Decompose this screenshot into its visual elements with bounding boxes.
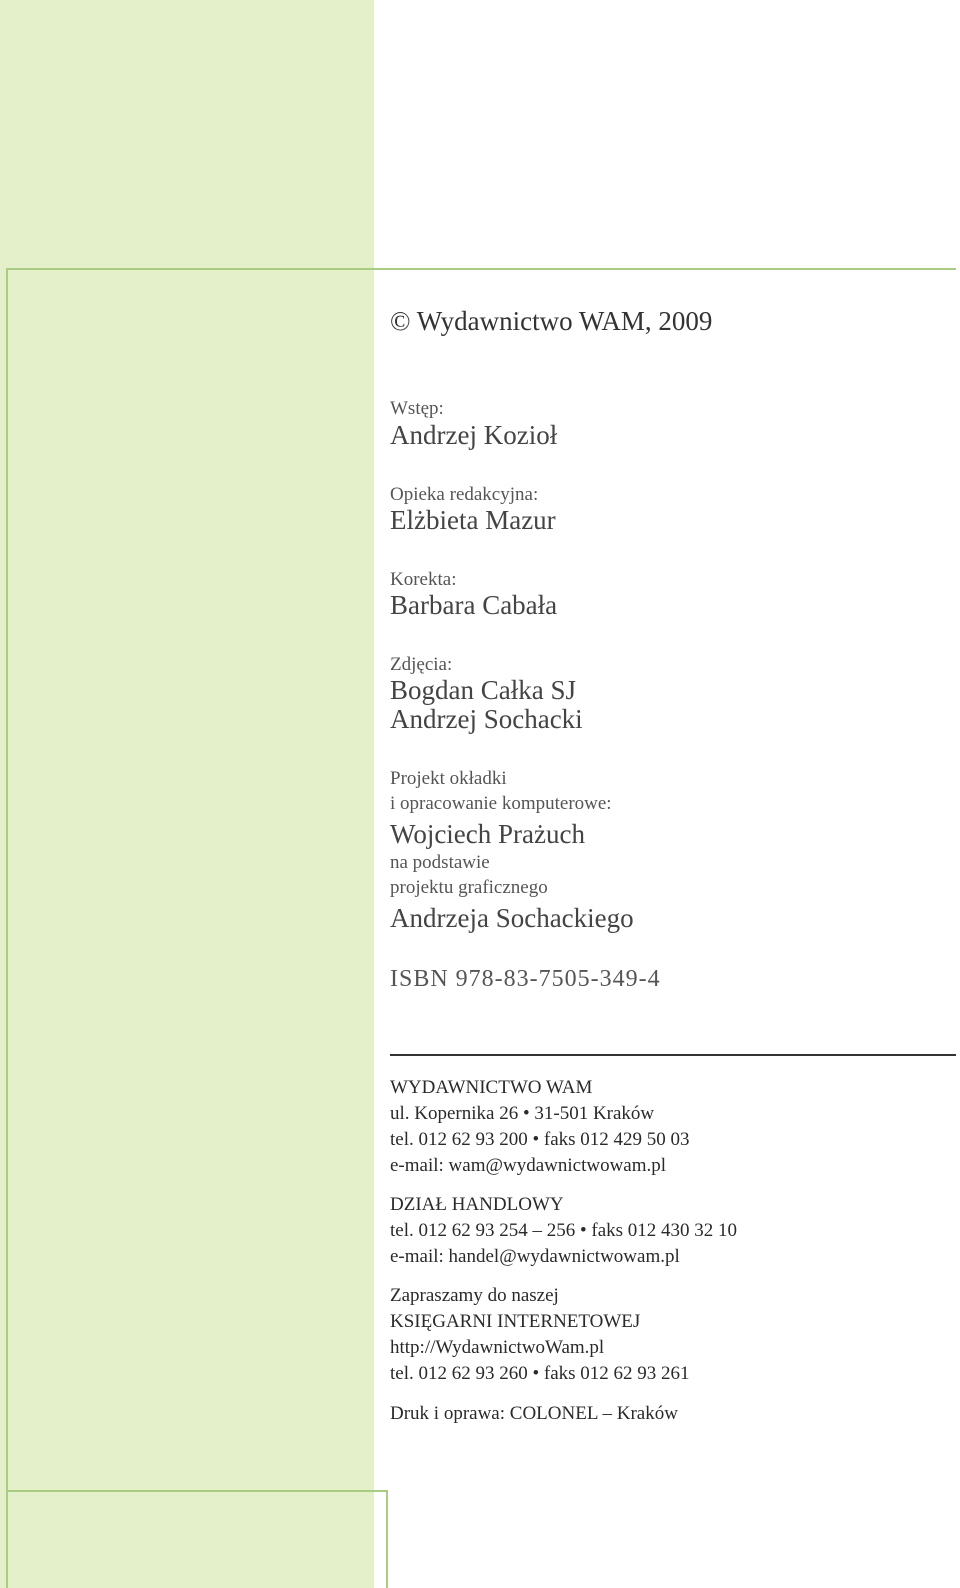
copyright-symbol: © [390, 306, 411, 336]
isbn: ISBN 978-83-7505-349-4 [390, 966, 661, 992]
sales-email: e-mail: handel@wydawnictwowam.pl [390, 1246, 680, 1267]
publisher-email: e-mail: wam@wydawnictwowam.pl [390, 1155, 667, 1176]
shop-url[interactable]: http://WydawnictwoWam.pl [390, 1337, 605, 1358]
frame-line-left [6, 268, 8, 1588]
photos-name-2: Andrzej Sochacki [390, 704, 583, 734]
photos-label: Zdjęcia: [390, 654, 453, 675]
print-info: Druk i oprawa: COLONEL – Kraków [390, 1403, 678, 1424]
proof-name: Barbara Cabała [390, 590, 558, 620]
green-side-panel [0, 0, 374, 1588]
cover-label-1: Projekt okładki [390, 768, 507, 789]
intro-label: Wstęp: [390, 398, 444, 419]
editor-name: Elżbieta Mazur [390, 505, 556, 535]
publisher-name: WYDAWNICTWO WAM [390, 1077, 593, 1098]
photos-name-1: Bogdan Całka SJ [390, 675, 576, 705]
based-label-2: projektu graficznego [390, 877, 548, 898]
sales-name: DZIAŁ HANDLOWY [390, 1194, 564, 1215]
frame-line-corner [386, 1490, 388, 1588]
shop-line-1: Zapraszamy do naszej [390, 1285, 559, 1306]
based-label-1: na podstawie [390, 852, 490, 873]
sales-phone: tel. 012 62 93 254 – 256 • faks 012 430 32 10 [390, 1220, 738, 1241]
copyright-text: Wydawnictwo WAM, 2009 [416, 306, 713, 336]
publisher-phone: tel. 012 62 93 200 • faks 012 429 50 03 [390, 1129, 690, 1150]
proof-label: Korekta: [390, 569, 457, 590]
shop-phone: tel. 012 62 93 260 • faks 012 62 93 261 [390, 1363, 690, 1384]
frame-line-top [6, 268, 956, 270]
frame-line-bottom [6, 1490, 388, 1492]
editor-label: Opieka redakcyjna: [390, 484, 539, 505]
cover-name: Wojciech Prażuch [390, 819, 585, 849]
publisher-address: ul. Kopernika 26 • 31-501 Kraków [390, 1103, 655, 1124]
shop-line-2: KSIĘGARNI INTERNETOWEJ [390, 1311, 641, 1332]
divider-rule [390, 1054, 956, 1056]
based-name: Andrzeja Sochackiego [390, 903, 634, 933]
copyright-line [390, 306, 712, 337]
cover-label-2: i opracowanie komputerowe: [390, 793, 612, 814]
intro-name: Andrzej Kozioł [390, 420, 558, 450]
